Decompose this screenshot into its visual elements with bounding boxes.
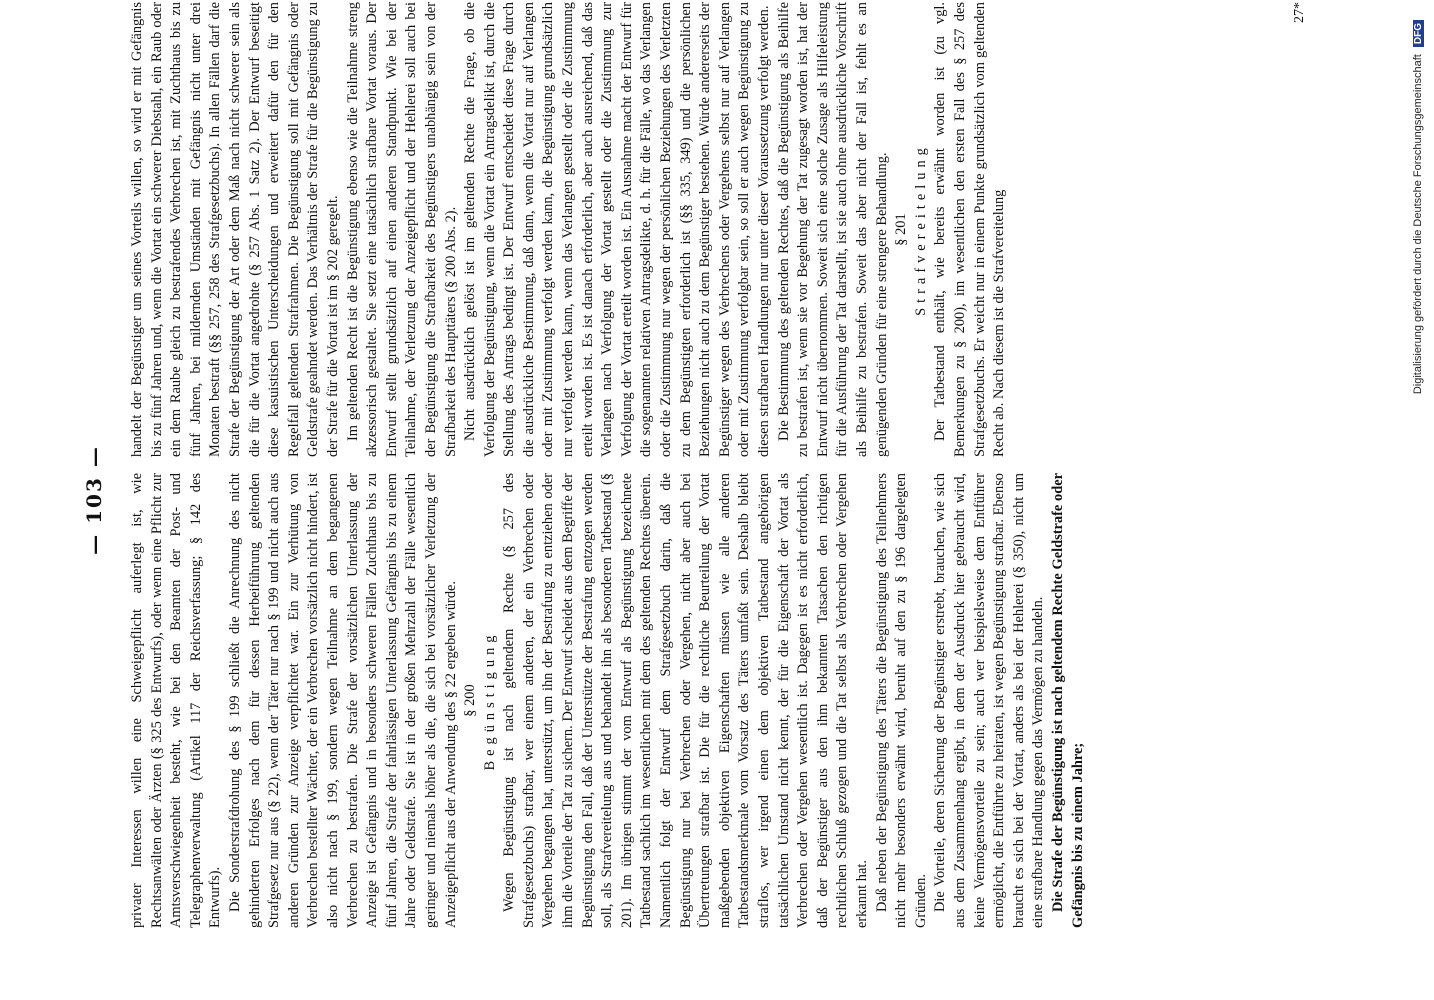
paragraph: Im geltenden Recht ist die Begünstigung ebenso wie die Teilnahme streng akzessorisch gestaltet. Sie setzt eine tatsächlich strafbare Vortat voraus. Der Entwurf stellt grundsätzlich auf einen anderen Standpunkt. Wie bei der Teilnahme, der Verletzung der Anzeigepflicht und der Hehlerei soll auch bei der Begünstigung die Strafbarkeit des Begünstigers unabhängig sein von der Strafbarkeit des Haupttäters (§ 200 Abs. 2). bbox=[344, 2, 459, 457]
section-title: Strafvereitelung bbox=[912, 143, 929, 316]
dfg-logo-icon: DFG bbox=[1413, 20, 1424, 47]
digitization-credit bbox=[1412, 20, 1430, 980]
paragraph: Die Vorteile, deren Sicherung der Begünstiger erstrebt, brauchen, wie sich aus dem Zusammenhang ergibt, in dem der Ausdruck hier gebraucht wird, keine Vermögensvorteile zu sein; auch wer beispielsweise dem Entführer ermöglicht, die Entführte zu heiraten, ist wegen Begünstigung strafbar. Ebenso braucht es sich bei der Vortat, anders als bei der Hehlerei (§ 350), nicht um eine strafbare Handlung gegen das Vermögen zu handeln. bbox=[932, 473, 1047, 928]
paragraph: Daß neben der Begünstigung des Täters die Begünstigung des Teilnehmers nicht mehr besonders erwähnt wird, beruht auf den zu § 196 dargelegten Gründen. bbox=[873, 473, 929, 928]
text-column-left bbox=[128, 473, 1308, 928]
section-number: § 201 bbox=[893, 213, 910, 246]
text-column-right bbox=[128, 2, 1308, 457]
paragraph: Wegen Begünstigung ist nach geltendem Rechte (§ 257 des Strafgesetzbuchs) strafbar, wer einem anderen, der ein Verbrechen oder Vergehen begangen hat, unterstützt, um ihn der Bestrafung zu entziehen oder ihm die Vorteile der Tat zu sichern. Der Entwurf scheidet aus dem Begriffe der Begünstigung den Fall, daß der Unterstützte der Bestrafung entzogen werden soll, als Strafvereitelung aus und behandelt ihn als besonderen Tatbestand (§ 201). Im übrigen stimmt der vom Entwurf als Begünstigung bezeichnete Tatbestand sachlich im wesentlichen mit dem des geltenden Rechtes überein. Namentlich folgt der Entwurf dem Strafgesetzbuch darin, daß die Begünstigung nur bei Verbrechen oder Vergehen, nicht aber auch bei Übertretungen strafbar ist. Die für die rechtliche Beurteilung der Vortat maßgebenden objektiven Eigenschaften müssen wie alle anderen Tatbestandsmerkmale vom Vorsatz des Täters umfaßt sein. Deshalb bleibt straflos, wer irgend einen dem objektiven Tatbestand angehörigen tatsächlichen Umstand nicht kennt, der für die Eigenschaft der Vortat als Verbrechen oder Vergehen wesentlich ist. Dagegen ist es nicht erforderlich, daß der Begünstiger aus den ihm bekannten Tatsachen den richtigen rechtlichen Schluß gezogen und die Tat selbst als Verbrechen oder Vergehen erkannt hat. bbox=[501, 473, 870, 928]
paragraph: privater Interessen willen eine Schweigepflicht auferlegt ist, wie Rechtsanwälten oder Ärzten (§ 325 des Entwurfs), oder wenn eine Pflicht zur Amtsverschwiegenheit besteht, wie bei den Beamten der Post- und Telegraphenverwaltung (Artikel 117 der Reichsverfassung; § 142 des Entwurfs). bbox=[129, 473, 224, 928]
credit-text: Digitalisierung gefördert durch die Deutsche Forschungsgemeinschaft bbox=[1412, 54, 1424, 395]
paragraph: Die Strafe der Begünstigung ist nach geltendem Rechte Geldstrafe oder Gefängnis bis zu einem Jahre; bbox=[1049, 473, 1086, 928]
paragraph: Die Sonderstrafdrohung des § 199 schließt die Anrechnung des nicht gehinderten Erfolges nach dem für dessen Herbeiführung geltenden Strafgesetz nur aus (§ 22), wenn der Täter nur nach § 199 und nicht auch aus anderen Gründen zur Anzeige verpflichtet war. Ein zur Verhütung von Verbrechen bestellter Wächter, der ein Verbrechen vorsätzlich nicht hindert, ist also nicht nach § 199, sondern wegen Teilnahme an dem begangenen Verbrechen zu bestrafen. Die Strafe der vorsätzlichen Unterlassung der Anzeige ist Gefängnis und in besonders schweren Fällen Zuchthaus bis zu fünf Jahren, die Strafe der fahrlässigen Unterlassung Gefängnis bis zu einem Jahre oder Geldstrafe. Sie ist in der großen Mehrzahl der Fälle wesentlich geringer und niemals höher als die, die sich bei vorsätzlicher Verletzung der Anzeigepflicht aus der Anwendung des § 22 ergeben würde. bbox=[226, 473, 459, 928]
page-number: — 103 — bbox=[82, 445, 106, 555]
paragraph: Die Bestimmung des geltenden Rechtes, daß die Begünstigung als Beihilfe zu bestrafen ist, wenn sie vor Begehung der Tat zugesagt worden ist, hat der Entwurf nicht übernommen. Soweit sich eine solche Zusage als Hilfeleistung für die Ausführung der Tat darstellt, ist sie auch ohne ausdrückliche Vorschrift als Beihilfe zu bestrafen. Soweit das aber nicht der Fall ist, fehlt es an genügenden Gründen für eine strengere Behandlung. bbox=[775, 2, 890, 457]
paragraph: handelt der Begünstiger um seines Vorteils willen, so wird er mit Gefängnis bis zu fünf Jahren und, wenn die Vortat ein schwerer Diebstahl, ein Raub oder ein dem Raube gleich zu bestrafendes Verbrechen ist, mit Zuchthaus bis zu fünf Jahren, bei mildernden Umständen mit Gefängnis nicht unter drei Monaten bestraft (§§ 257, 258 des Strafgesetzbuchs). In allen Fällen darf die Strafe der Begünstigung der Art oder dem Maß nach nicht schwerer sein als die für die Vortat angedrohte (§ 257 Abs. 1 Satz 2). Der Entwurf beseitigt diese kasuistischen Unterscheidungen und erweitert dafür den für den Regelfall geltenden Strafrahmen. Die Begünstigung soll mit Gefängnis oder Geldstrafe geahndet werden. Das Verhältnis der Strafe für die Begünstigung zu der Strafe für die Vortat ist im § 202 geregelt. bbox=[129, 2, 341, 457]
sheet-signature-mark: 27* bbox=[1292, 2, 1307, 23]
section-number: § 200 bbox=[462, 684, 479, 717]
paragraph: Der Tatbestand enthält, wie bereits erwähnt worden ist (zu vgl. Bemerkungen zu § 200), im wesentlichen den ersten Fall des § 257 des Strafgesetzbuchs. Er weicht nur in einem Punkte grundsätzlich vom geltenden Recht ab. Nach diesem ist die Strafvereitelung bbox=[932, 2, 1008, 457]
paragraph: Nicht ausdrücklich gelöst ist im geltenden Rechte die Frage, ob die Verfolgung der Begünstigung, wenn die Vortat ein Antragsdelikt ist, durch die Stellung des Antrags bedingt ist. Der Entwurf entscheidet diese Frage durch die ausdrückliche Bestimmung, daß dann, wenn die Vortat nur auf Verlangen oder mit Zustimmung verfolgt werden kann, die Begünstigung grundsätzlich nur verfolgt werden kann, wenn das Verlangen gestellt oder die Zustimmung erteilt worden ist. Es ist danach erforderlich, aber auch ausreichend, daß das Verlangen nach Verfolgung der Vortat gestellt oder die Zustimmung zur Verfolgung der Vortat erteilt worden ist. Ein Ausnahme macht der Entwurf für die sogenannten relativen Antragsdelikte, d. h. für die Fälle, wo das Verlangen oder die Zustimmung nur wegen der persönlichen Beziehungen des Verletzten zu dem Begünstigten erforderlich ist (§§ 335, 349) und die persönlichen Beziehungen nicht auch zu dem Begünstiger bestehen. Würde andererseits der Begünstiger wegen des Verbrechens oder Vergehens selbst nur auf Verlangen oder mit Zustimmung verfolgbar sein, so soll er auch wegen Begünstigung zu diesen strafbaren Handlungen nur unter dieser Voraussetzung verfolgt werden. bbox=[462, 2, 772, 457]
section-title: Begünstigung bbox=[481, 630, 498, 771]
